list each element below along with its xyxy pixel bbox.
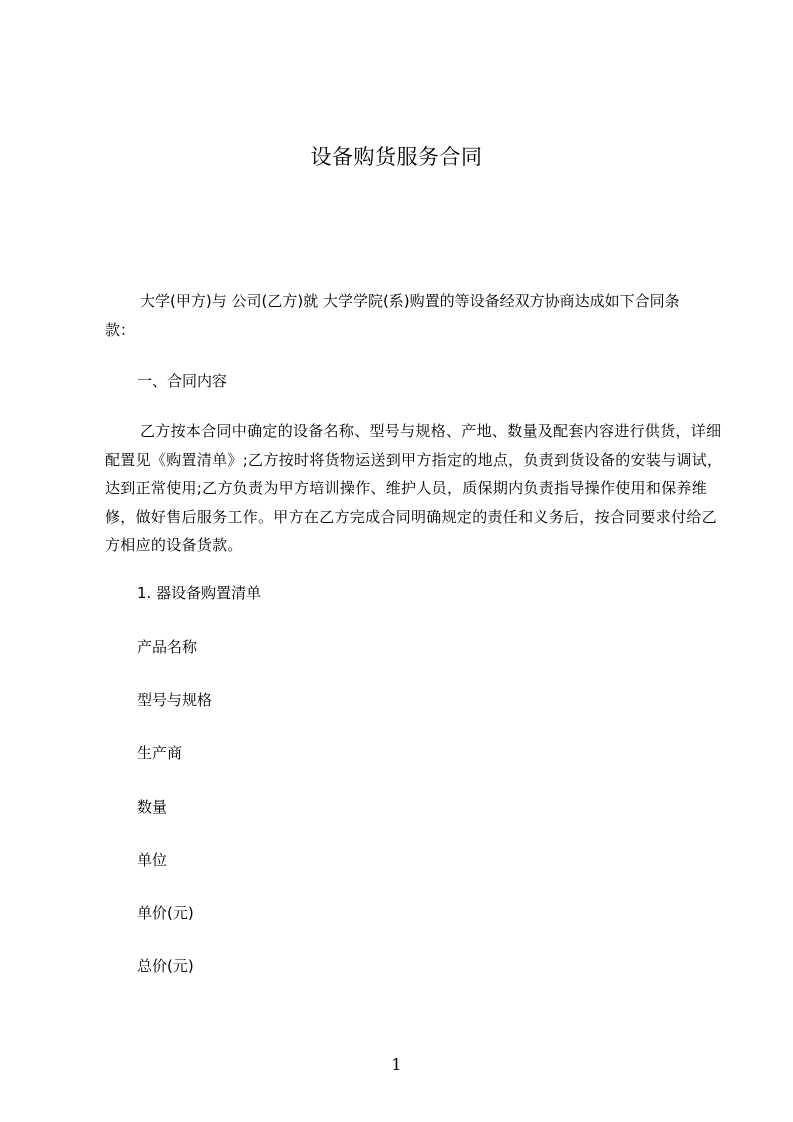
contract-content-paragraph: 乙方按本合同中确定的设备名称、型号与规格、产地、数量及配套内容进行供货，详细配置见《购置清单》;乙方按时将货物运送到甲方指定的地点，负责到货设备的安装与调试，达到正常使用;乙方负责为甲方培训操作、维护人员，质保期内负责指导操作使用和保养维修，做好售后服务工作。甲方在乙方完成合同明确规定的责任和义务后，按合同要求付给乙方相应的设备货款。 <box>105 422 723 554</box>
list-item-product-name: 产品名称 <box>137 638 198 656</box>
list-item-model-spec: 型号与规格 <box>137 691 213 709</box>
intro-paragraph: 大学(甲方)与 公司(乙方)就 大学学院(系)购置的等设备经双方协商达成如下合同条款： <box>105 292 680 339</box>
list-item-unit: 单位 <box>137 851 168 869</box>
purchase-list-heading: 1. 器设备购置清单 <box>137 584 262 602</box>
list-item-quantity: 数量 <box>137 798 168 816</box>
document-title: 设备购货服务合同 <box>310 145 483 169</box>
list-item-total-price: 总价(元) <box>137 957 194 975</box>
list-item-manufacturer: 生产商 <box>137 744 183 762</box>
section-heading: 一、合同内容 <box>137 372 228 390</box>
page-number: 1 <box>391 1055 402 1074</box>
list-item-unit-price: 单价(元) <box>137 904 194 922</box>
